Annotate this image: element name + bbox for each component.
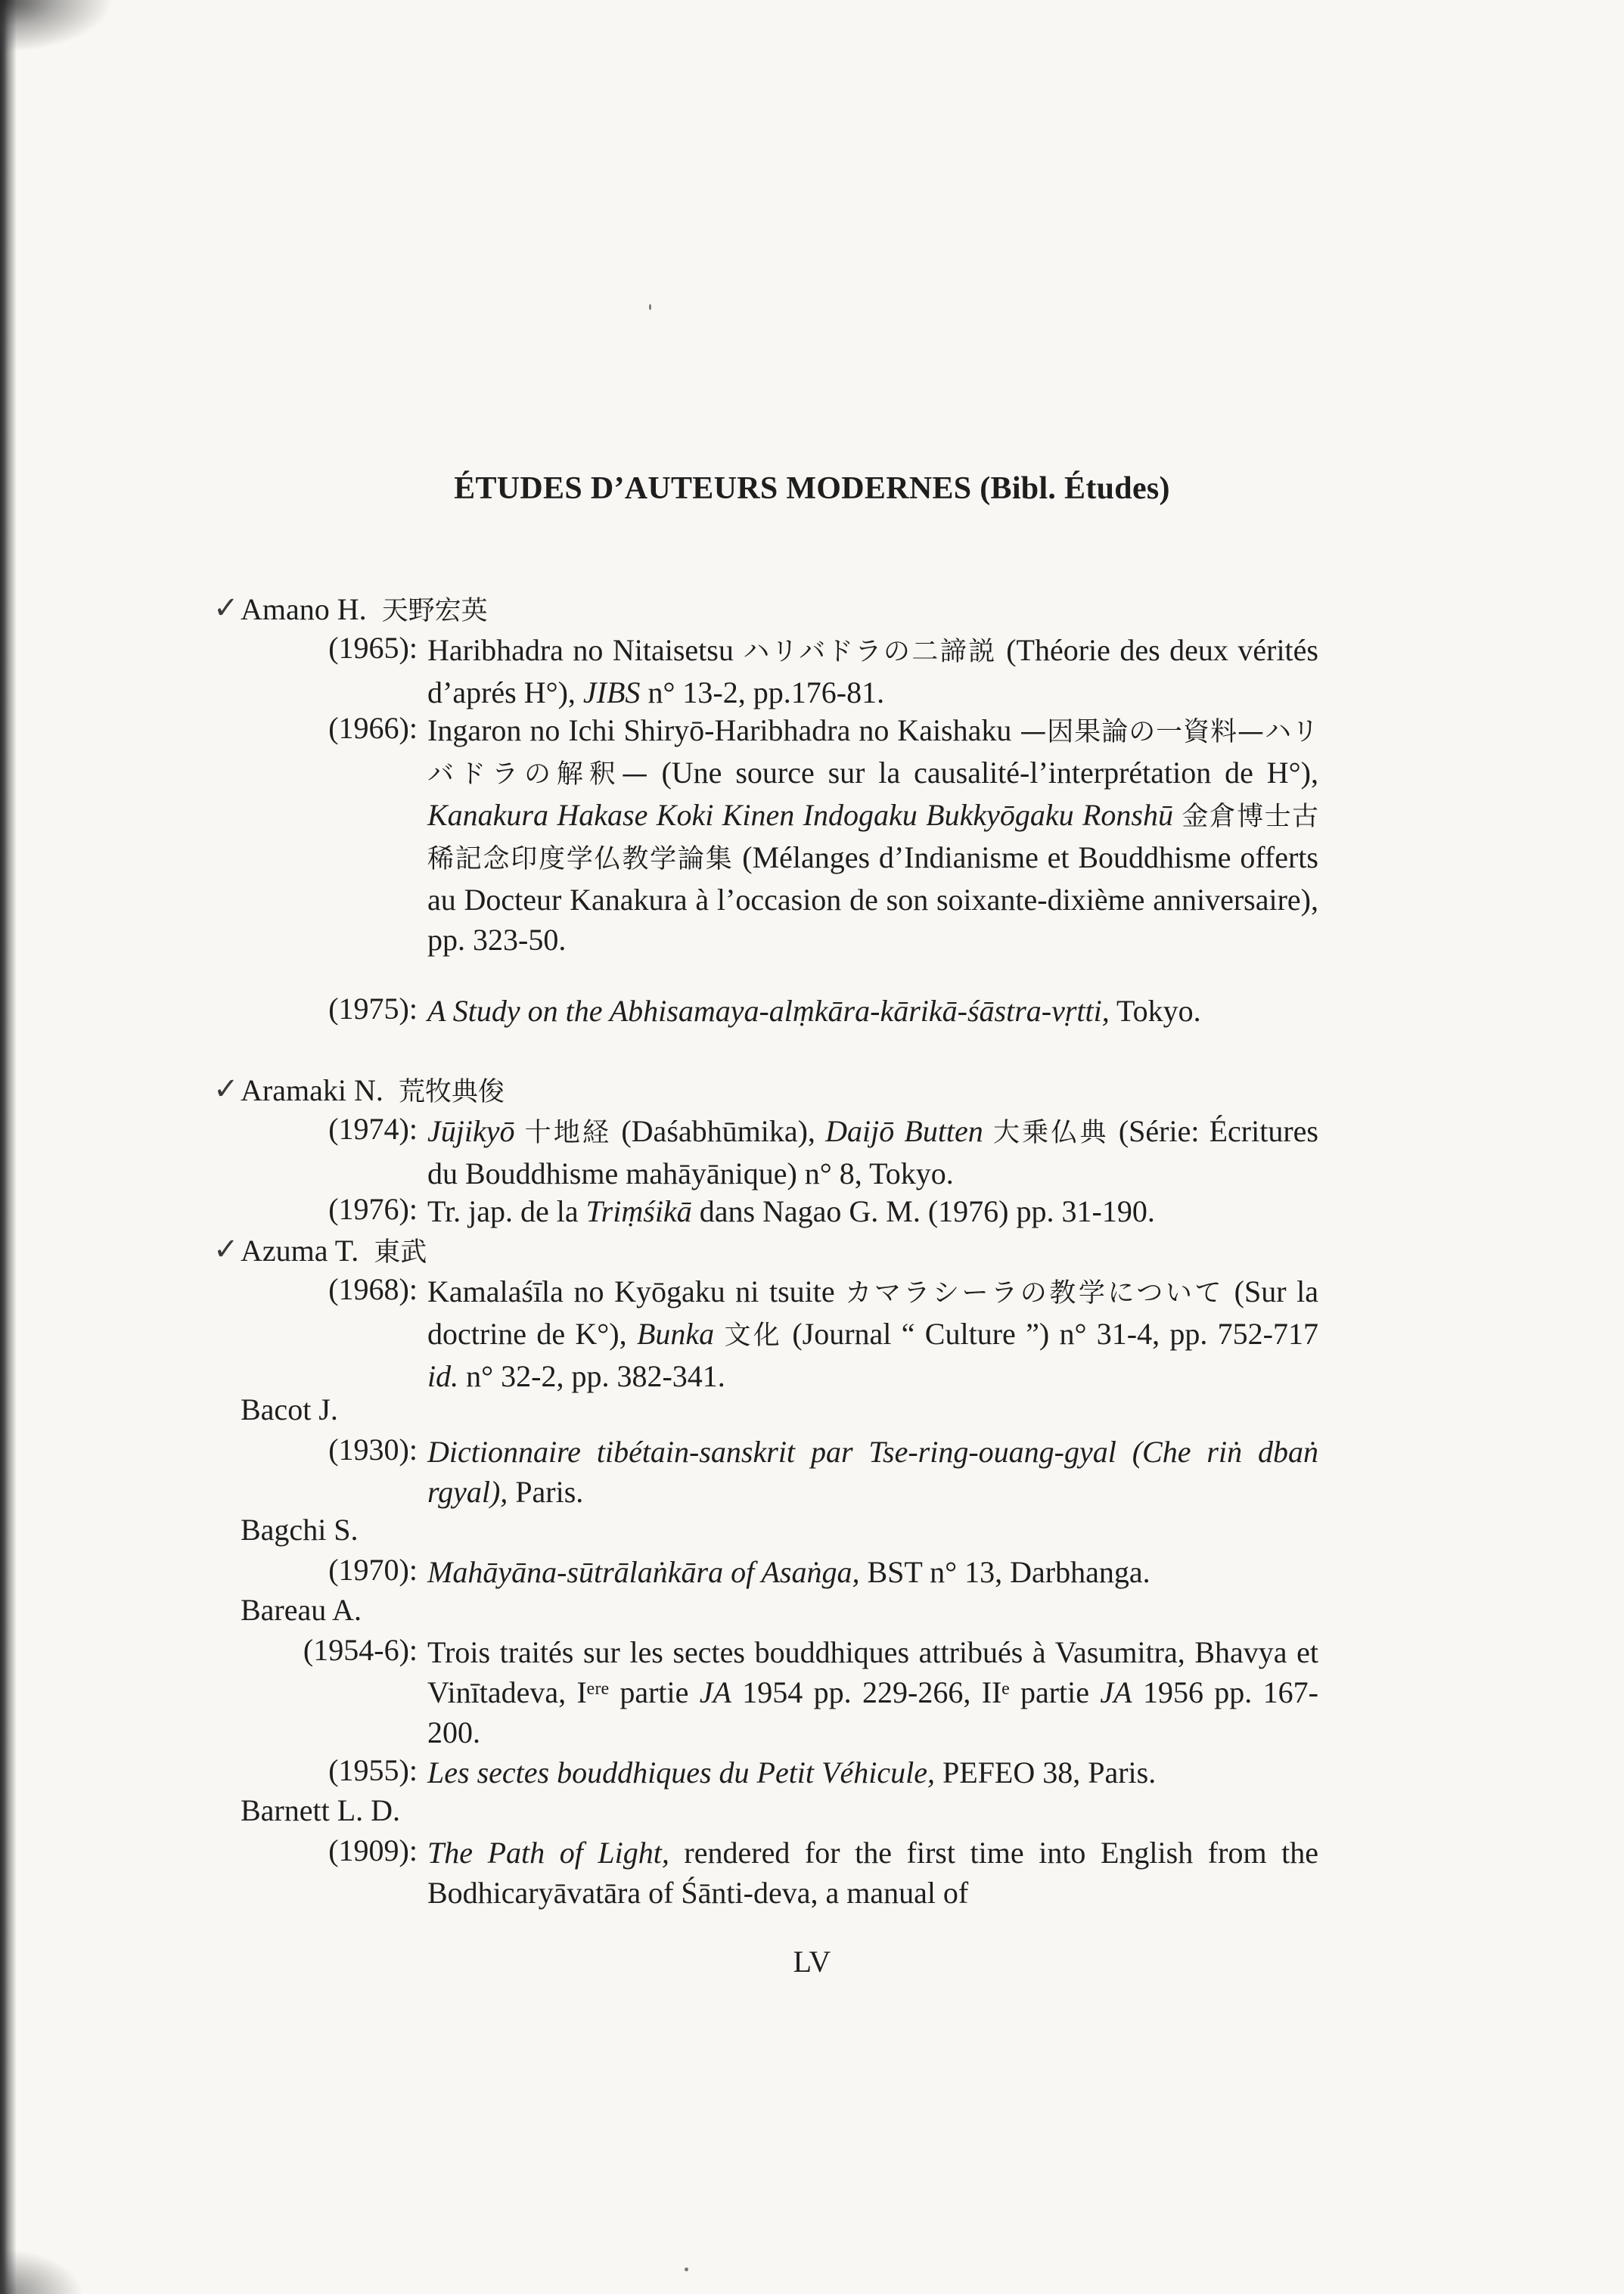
bibliography-entry: Tr. jap. de la Triṃśikā dans Nagao G. M. (1976) pp. 31-190. bbox=[427, 1194, 1155, 1228]
entry-year: (1970): bbox=[328, 1553, 418, 1587]
author-name: Bacot J. bbox=[241, 1392, 338, 1426]
author-name: Bagchi S. bbox=[241, 1513, 359, 1547]
bibliography-entry: The Path of Light, rendered for the first time into English from the Bodhicaryāvatāra of Śānti-deva, a manual of bbox=[427, 1836, 1318, 1910]
author-name: Aramaki N. 荒牧典俊 bbox=[241, 1073, 505, 1107]
check-mark-icon: ✓ bbox=[213, 1232, 239, 1266]
author-native-name: 荒牧典俊 bbox=[398, 1077, 505, 1107]
bibliography-entry: Kamalaśīla no Kyōgaku ni tsuite カマラシーラの教学について (Sur la doctrine de K°), Bunka 文化 (Journal “ Culture ”) n° 31-4, pp. 752-717 id. n° 32-2, pp. 382-341. bbox=[427, 1274, 1318, 1393]
entry-year: (1966): bbox=[328, 711, 418, 745]
page-number: LV bbox=[793, 1945, 831, 1979]
entry-year: (1930): bbox=[328, 1433, 418, 1467]
bibliography-entry: Ingaron no Ichi Shiryō-Haribhadra no Kaishaku —因果論の一資料—ハリバドラの解釈— (Une source sur la causalité-l’interprétation de H°), Kanakura Hakase Koki Kinen Indogaku Bukkyōgaku Ronshū 金倉博士古稀記念印度学仏教学論集 (Mélanges d’Indianisme et Bouddhisme offerts au Docteur Kanakura à l’occasion de son soixante-dixième anniversaire), pp. 323-50. bbox=[427, 713, 1318, 957]
author-native-name: 東武 bbox=[374, 1237, 427, 1268]
bibliography-entry: Dictionnaire tibétain-sanskrit par Tse-ring-ouang-gyal (Che riṅ dbaṅ rgyal), Paris. bbox=[427, 1435, 1318, 1509]
check-mark-icon: ✓ bbox=[213, 1072, 239, 1106]
entry-year: (1909): bbox=[328, 1833, 418, 1867]
check-mark-icon: ✓ bbox=[213, 591, 239, 625]
author-name: Bareau A. bbox=[241, 1593, 362, 1627]
page-title: ÉTUDES D’AUTEURS MODERNES (Bibl. Études) bbox=[454, 471, 1170, 506]
scan-speck bbox=[685, 2268, 688, 2271]
author-native-name: 天野宏英 bbox=[381, 596, 488, 626]
bibliography-entry: Trois traités sur les sectes bouddhiques attribués à Vasumitra, Bhavya et Vinītadeva, Iᵉʳᵉ partie JA 1954 pp. 229-266, IIᵉ partie JA 1956 pp. 167-200. bbox=[427, 1635, 1318, 1749]
scan-corner-smudge bbox=[0, 0, 113, 53]
scan-bottom-smudge bbox=[0, 2249, 83, 2294]
bibliography-entry: A Study on the Abhisamaya-alṃkāra-kārikā-śāstra-vṛtti, Tokyo. bbox=[427, 994, 1201, 1028]
bibliography-entry: Jūjikyō 十地経 (Daśabhūmika), Daijō Butten 大乗仏典 (Série: Écritures du Bouddhisme mahāyānique) n° 8, Tokyo. bbox=[427, 1114, 1318, 1190]
author-name: Azuma T. 東武 bbox=[241, 1234, 427, 1268]
scan-speck bbox=[649, 304, 651, 310]
entry-year: (1954-6): bbox=[303, 1633, 418, 1667]
entry-year: (1976): bbox=[328, 1192, 418, 1226]
entry-year: (1968): bbox=[328, 1272, 418, 1306]
bibliography-entry: Mahāyāna-sūtrālaṅkāra of Asaṅga, BST n° 13, Darbhanga. bbox=[427, 1555, 1150, 1589]
entry-year: (1974): bbox=[328, 1112, 418, 1146]
bibliography-entry: Haribhadra no Nitaisetsu ハリバドラの二諦説 (Théorie des deux vérités d’aprés H°), JIBS n° 13-2, pp.176-81. bbox=[427, 633, 1318, 709]
bibliography-entry: Les sectes bouddhiques du Petit Véhicule, PEFEO 38, Paris. bbox=[427, 1755, 1157, 1790]
entry-year: (1965): bbox=[328, 631, 418, 665]
author-name: Barnett L. D. bbox=[241, 1793, 401, 1827]
author-name: Amano H. 天野宏英 bbox=[241, 592, 488, 626]
entry-year: (1955): bbox=[328, 1753, 418, 1787]
entry-year: (1975): bbox=[328, 992, 418, 1026]
